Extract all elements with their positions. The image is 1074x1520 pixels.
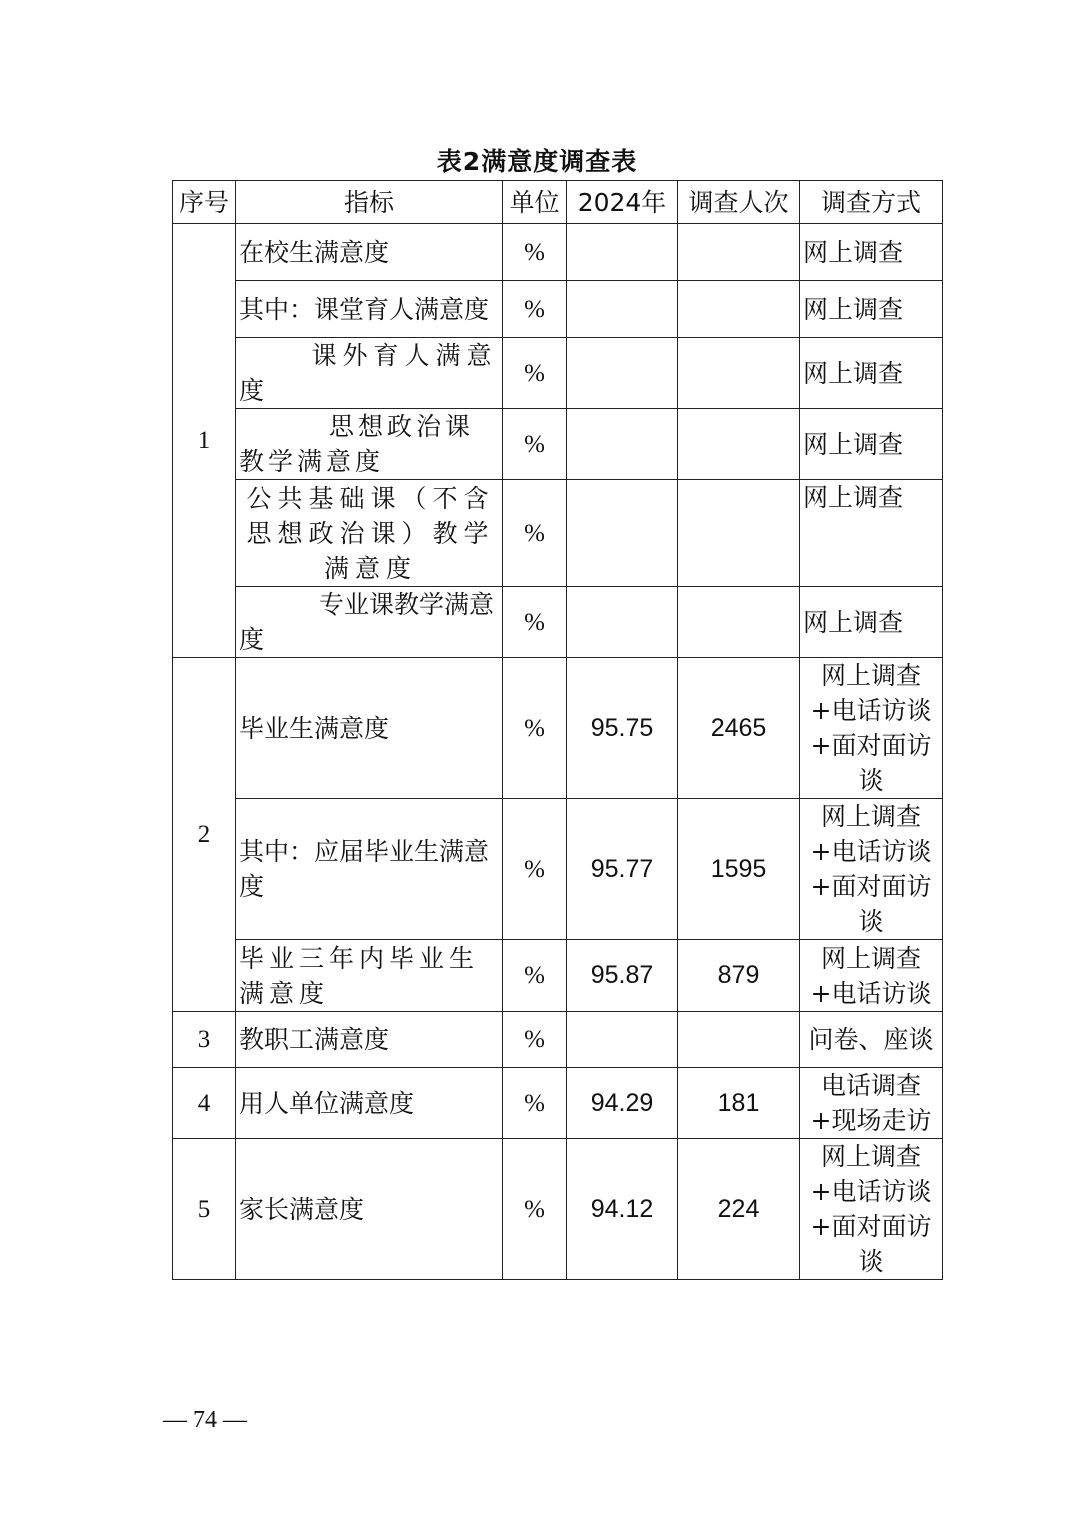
value-cell — [567, 1012, 678, 1068]
header-year: 2024年 — [567, 181, 678, 224]
indicator-cell: 思想政治课教学满意度 — [236, 409, 503, 480]
count-cell — [678, 281, 800, 338]
count-cell: 2465 — [678, 658, 800, 799]
count-cell: 181 — [678, 1068, 800, 1139]
unit-cell: % — [503, 281, 567, 338]
count-cell — [678, 409, 800, 480]
count-cell: 879 — [678, 940, 800, 1012]
value-cell: 95.87 — [567, 940, 678, 1012]
method-cell: 网上调查+电话访谈+面对面访谈 — [800, 1139, 943, 1280]
unit-cell: % — [503, 338, 567, 409]
table-title: 表2满意度调查表 — [436, 147, 638, 176]
header-unit: 单位 — [503, 181, 567, 224]
seq-cell: 5 — [173, 1139, 236, 1280]
header-indicator: 指标 — [236, 181, 503, 224]
method-cell: 网上调查+电话访谈 — [800, 940, 943, 1012]
table-row — [173, 409, 943, 480]
seq-cell: 1 — [173, 224, 236, 658]
value-cell — [567, 281, 678, 338]
count-cell — [678, 480, 800, 587]
indicator-cell: 教职工满意度 — [236, 1012, 503, 1068]
value-cell: 94.29 — [567, 1068, 678, 1139]
count-cell: 1595 — [678, 799, 800, 940]
method-cell: 网上调查+电话访谈+面对面访谈 — [800, 799, 943, 940]
method-cell: 网上调查 — [800, 224, 943, 281]
count-cell: 224 — [678, 1139, 800, 1280]
unit-cell: % — [503, 1139, 567, 1280]
value-cell: 94.12 — [567, 1139, 678, 1280]
unit-cell: % — [503, 409, 567, 480]
unit-cell: % — [503, 658, 567, 799]
count-cell — [678, 338, 800, 409]
header-count: 调查人次 — [678, 181, 800, 224]
unit-cell: % — [503, 1012, 567, 1068]
value-cell: 95.75 — [567, 658, 678, 799]
indicator-cell: 其中：课堂育人满意度 — [236, 281, 503, 338]
indicator-cell: 用人单位满意度 — [236, 1068, 503, 1139]
table-row — [173, 1139, 943, 1280]
value-cell — [567, 587, 678, 658]
indicator-cell: 毕业三年内毕业生满意度 — [236, 940, 503, 1012]
method-cell: 网上调查 — [800, 409, 943, 480]
table-row — [173, 281, 943, 338]
seq-cell: 4 — [173, 1068, 236, 1139]
value-cell — [567, 224, 678, 281]
table-row — [173, 480, 943, 587]
unit-cell: % — [503, 587, 567, 658]
header-method: 调查方式 — [800, 181, 943, 224]
table-row — [173, 224, 943, 281]
indicator-cell: 在校生满意度 — [236, 224, 503, 281]
method-cell: 网上调查 — [800, 480, 943, 587]
indicator-cell: 公共基础课（不含思想政治课）教学满意度 — [236, 480, 503, 587]
method-cell: 网上调查 — [800, 338, 943, 409]
table-row — [173, 799, 943, 940]
indicator-cell: 毕业生满意度 — [236, 658, 503, 799]
method-cell: 电话调查+现场走访 — [800, 1068, 943, 1139]
satisfaction-table — [172, 180, 943, 1280]
table-header-row — [173, 181, 943, 224]
seq-cell: 2 — [173, 658, 236, 1012]
method-cell: 网上调查+电话访谈+面对面访谈 — [800, 658, 943, 799]
table-row — [173, 940, 943, 1012]
seq-cell: 3 — [173, 1012, 236, 1068]
unit-cell: % — [503, 940, 567, 1012]
method-cell: 网上调查 — [800, 281, 943, 338]
count-cell — [678, 1012, 800, 1068]
value-cell: 95.77 — [567, 799, 678, 940]
unit-cell: % — [503, 224, 567, 281]
method-cell: 网上调查 — [800, 587, 943, 658]
indicator-cell: 家长满意度 — [236, 1139, 503, 1280]
unit-cell: % — [503, 1068, 567, 1139]
count-cell — [678, 224, 800, 281]
unit-cell: % — [503, 799, 567, 940]
unit-cell: % — [503, 480, 567, 587]
table-row — [173, 1068, 943, 1139]
table-row — [173, 587, 943, 658]
value-cell — [567, 480, 678, 587]
table-row — [173, 1012, 943, 1068]
table-row — [173, 338, 943, 409]
indicator-cell: 其中：应届毕业生满意度 — [236, 799, 503, 940]
indicator-cell: 课外育人满意度 — [236, 338, 503, 409]
method-cell: 问卷、座谈 — [800, 1012, 943, 1068]
page-number: — 74 — — [163, 1407, 247, 1433]
table-row — [173, 658, 943, 799]
value-cell — [567, 409, 678, 480]
count-cell — [678, 587, 800, 658]
indicator-cell: 专业课教学满意度 — [236, 587, 503, 658]
header-seq: 序号 — [173, 181, 236, 224]
value-cell — [567, 338, 678, 409]
